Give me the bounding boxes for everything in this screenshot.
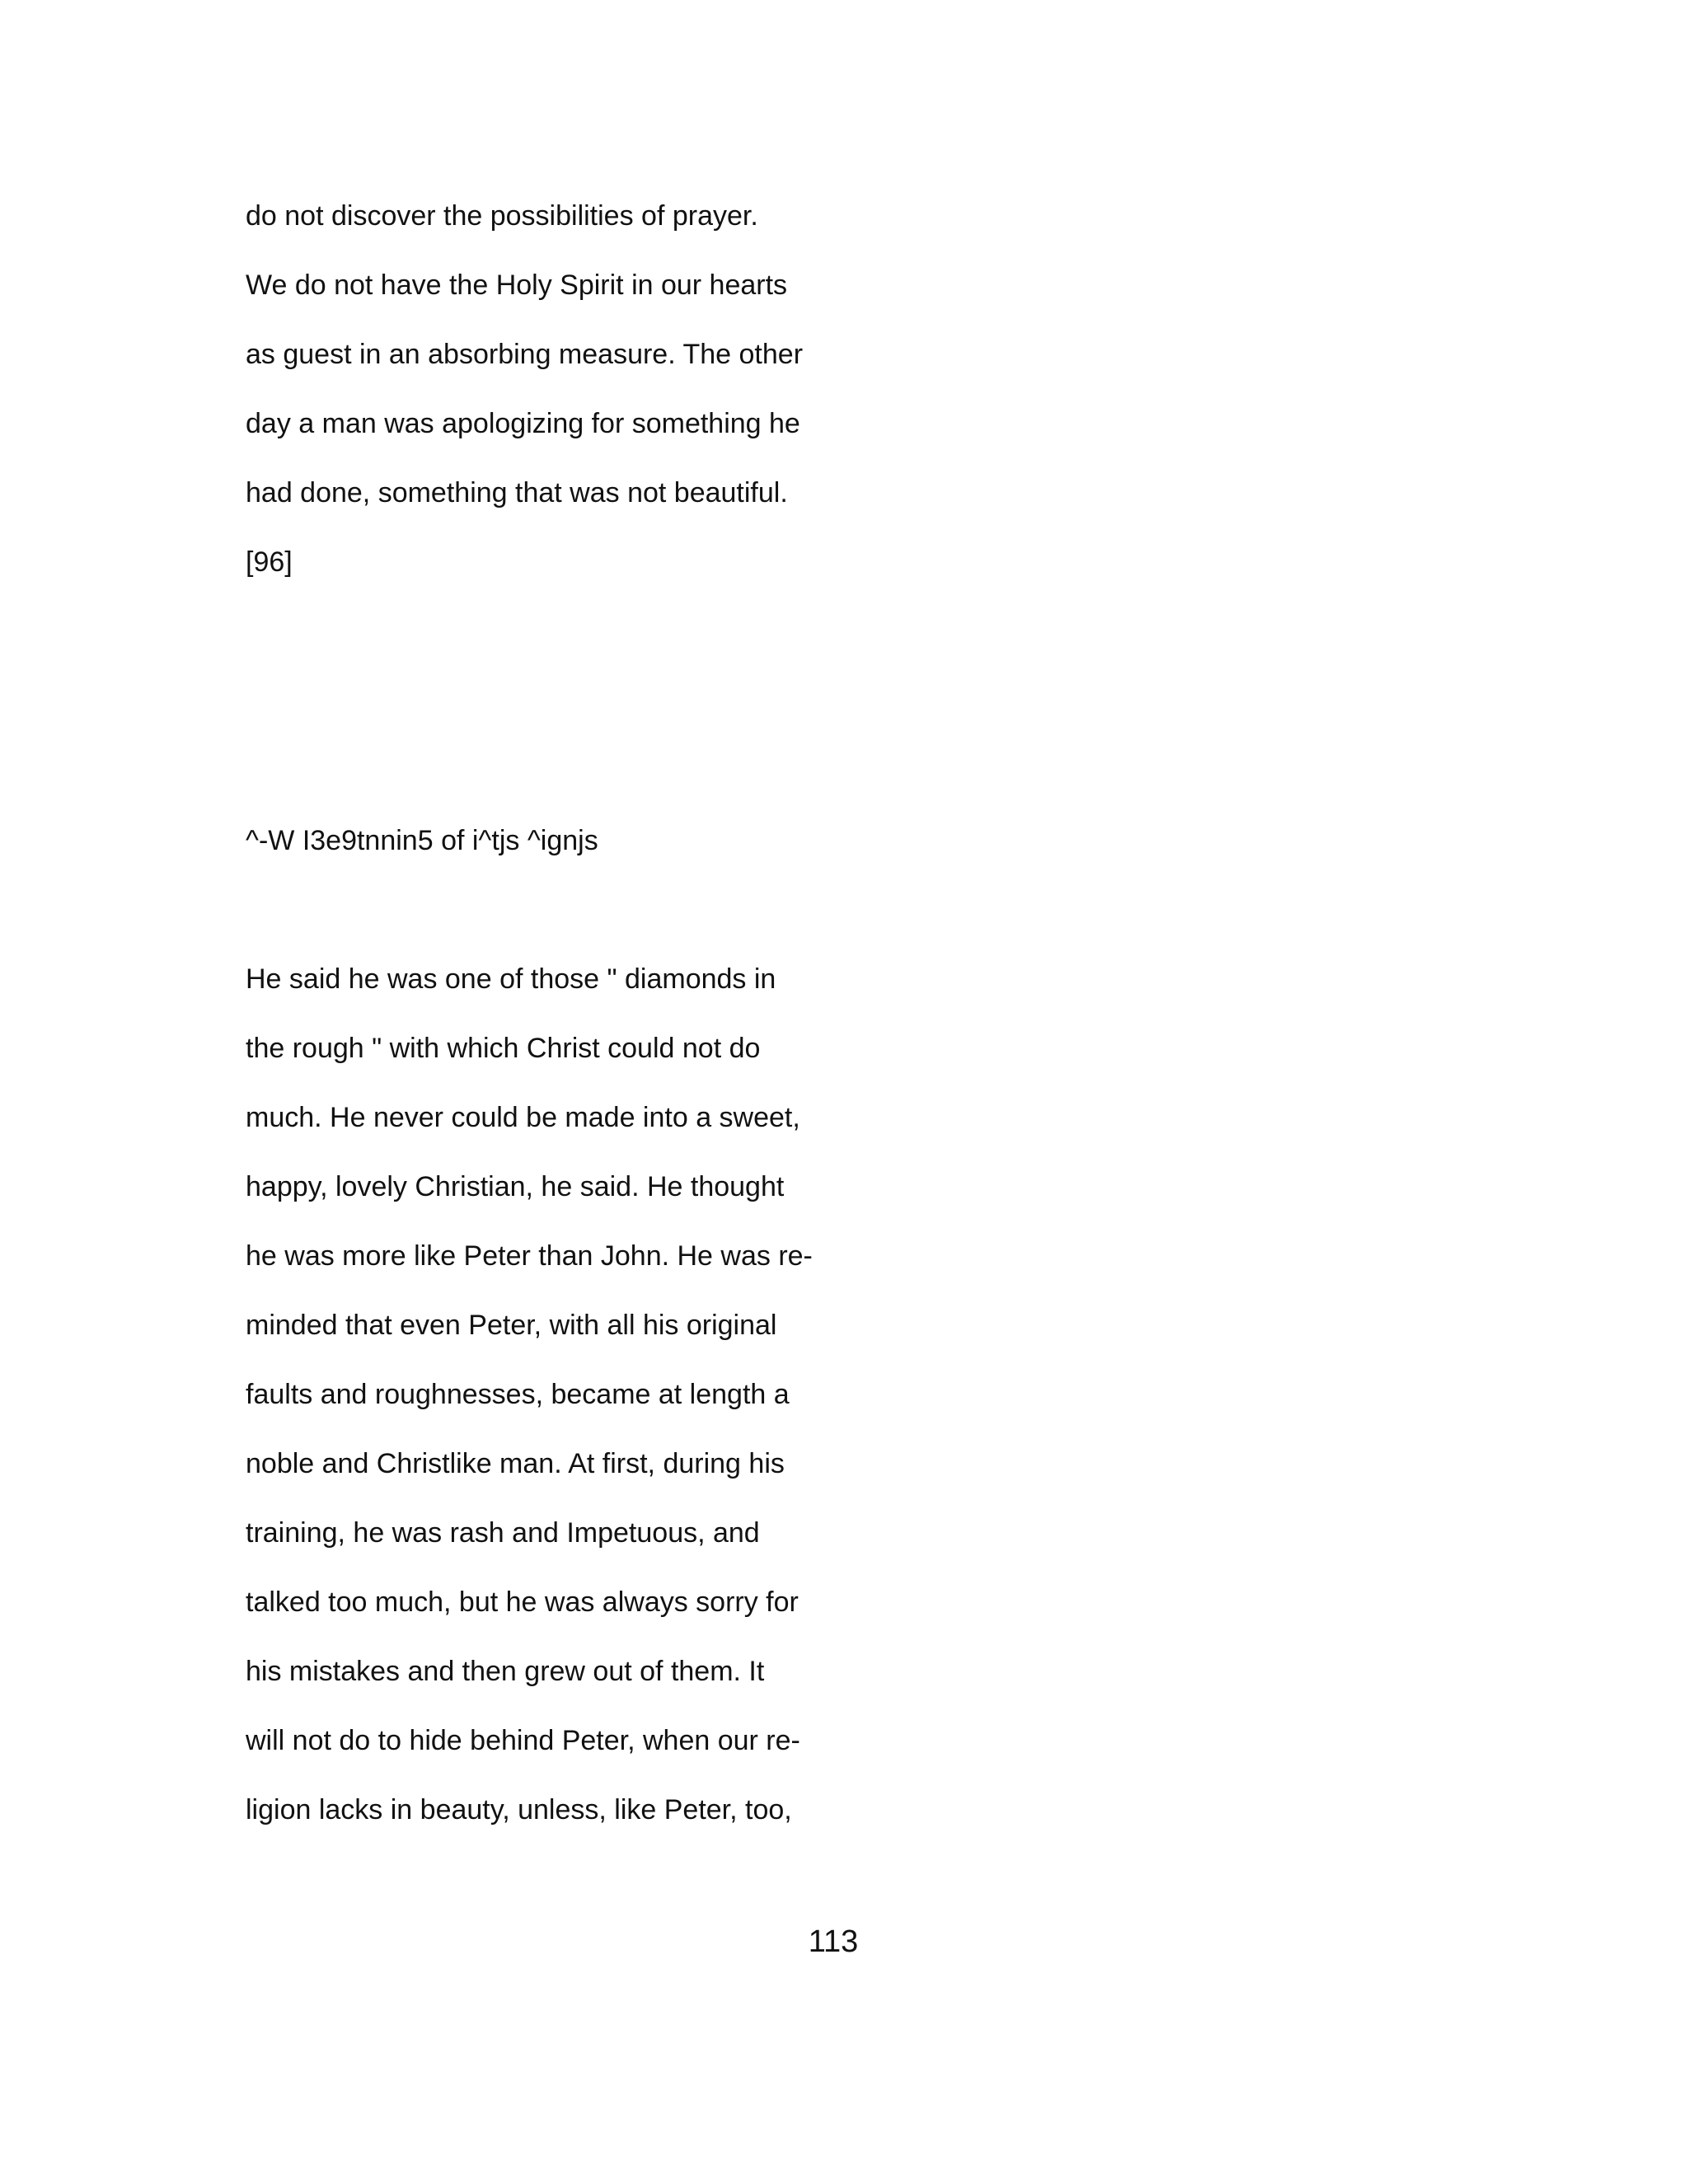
text-line: He said he was one of those " diamonds in (246, 963, 776, 995)
text-line: training, he was rash and Impetuous, and (246, 1517, 760, 1549)
text-line: happy, lovely Christian, he said. He thought (246, 1171, 785, 1202)
text-line: faults and roughnesses, became at length a (246, 1379, 790, 1410)
running-header: ^-W I3e9tnnin5 of i^tjs ^ignjs (246, 825, 598, 856)
text-line: talked too much, but he was always sorry for (246, 1586, 799, 1618)
page-reference: [96] (246, 546, 293, 578)
text-line: day a man was apologizing for something he (246, 408, 800, 439)
text-line: do not discover the possibilities of prayer. (246, 200, 758, 232)
page-number: 113 (808, 1924, 859, 1959)
text-line: ligion lacks in beauty, unless, like Peter, too, (246, 1794, 792, 1825)
text-line: he was more like Peter than John. He was re- (246, 1240, 813, 1272)
text-line: minded that even Peter, with all his original (246, 1310, 777, 1341)
text-line: We do not have the Holy Spirit in our hearts (246, 269, 788, 301)
text-line: had done, something that was not beautiful. (246, 477, 788, 509)
text-line: noble and Christlike man. At first, during his (246, 1448, 785, 1479)
text-line: will not do to hide behind Peter, when our re- (246, 1725, 800, 1756)
text-line: his mistakes and then grew out of them. It (246, 1656, 765, 1687)
text-line: much. He never could be made into a sweet, (246, 1102, 800, 1133)
text-line: the rough " with which Christ could not do (246, 1033, 761, 1064)
text-line: as guest in an absorbing measure. The other (246, 339, 804, 370)
